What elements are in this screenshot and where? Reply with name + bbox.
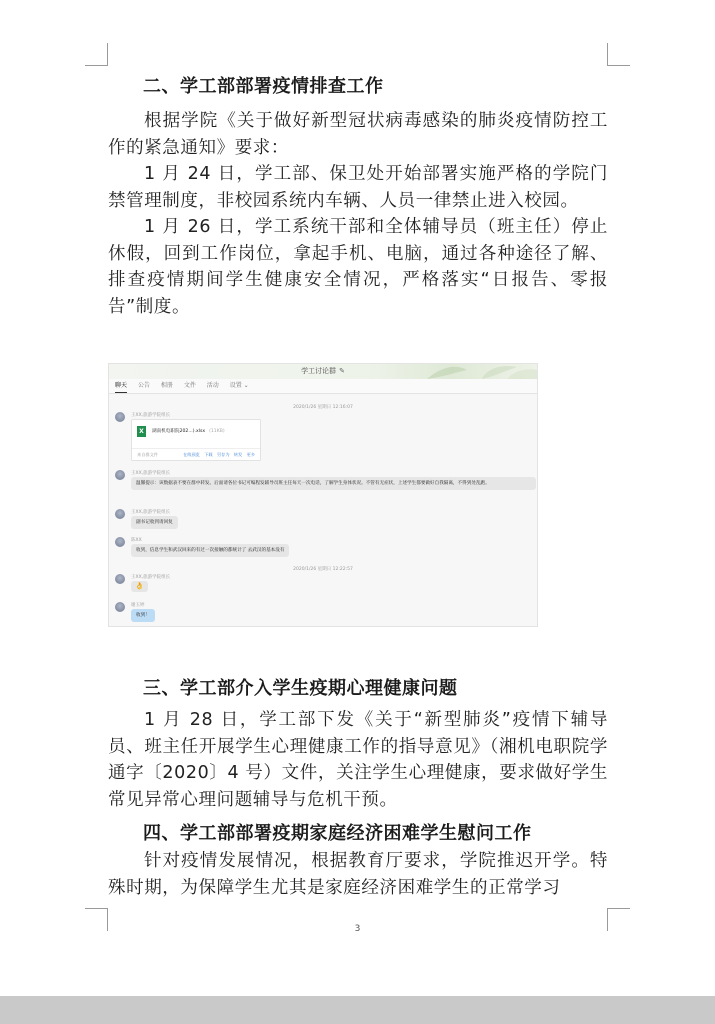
- avatar[interactable]: [115, 470, 125, 480]
- preview-link[interactable]: 在线预览: [183, 452, 200, 457]
- chat-screenshot: [108, 363, 538, 627]
- chat-title: 学工讨论群: [301, 367, 337, 375]
- section3-heading: 三、学工部介入学生疫期心理健康问题: [143, 678, 458, 699]
- tab-activity[interactable]: 活动: [206, 382, 219, 389]
- page-number: 3: [354, 924, 361, 934]
- excel-file-icon: X: [137, 426, 146, 437]
- section4-heading: 四、学工部部署疫期家庭经济困难学生慰问工作: [143, 823, 532, 844]
- chat-tabs: [109, 379, 537, 394]
- chat-timestamp: 2020/1/26 星期日 12:22:57: [293, 567, 353, 572]
- section2-heading: 二、学工部部署疫情排查工作: [143, 76, 384, 97]
- leaf-decoration-icon: [387, 364, 537, 379]
- section2-paragraph-3: 1 月 26 日，学工系统干部和全体辅导员（班主任）停止休假，回到工作岗位，拿起手机、电脑，通过各种途径了解、排查疫情期间学生健康安全情况，严格落实“日报告、零报告”制度。: [108, 217, 608, 317]
- viewer-bottom-bar: [0, 996, 715, 1024]
- file-footer: [132, 448, 260, 460]
- tab-chat[interactable]: 聊天: [115, 382, 127, 393]
- section4-paragraph-1: 针对疫情发展情况，根据教育厅要求，学院推迟开学。特殊时期，为保障学生尤其是家庭经济困难学生的正常学习: [108, 851, 608, 898]
- tab-files[interactable]: 文件: [183, 382, 196, 389]
- more-link[interactable]: 更多: [246, 452, 255, 457]
- section3-paragraph-1: 1 月 28 日，学工部下发《关于“新型肺炎”疫情下辅导员、班主任开展学生心理健康工作的指导意见》（湘机电职院学通字〔2020〕4 号）文件，关注学生心理健康，要求做好学生常见异常心理问题辅导与危机干预。: [108, 710, 608, 810]
- section2-paragraph-1: 根据学院《关于做好新型冠状病毒感染的肺炎疫情防控工作的紧急通知》要求：: [108, 111, 608, 158]
- avatar[interactable]: [115, 574, 125, 584]
- edit-icon[interactable]: ✎: [339, 367, 345, 375]
- forward-link[interactable]: 转发: [233, 452, 243, 457]
- crop-mark-top-right: [607, 43, 630, 66]
- sender-name: 王XX,旅游学院组长: [131, 471, 171, 476]
- message-bubble: 温馨提示：该数据表不要在群中转发。后面请各位书记可编程发辅导员班主任每天一次电话，了解学生身体状况。不管有无症状，上述学生都要做好自我隔离，不得到处乱跑。: [131, 477, 536, 490]
- chat-timestamp: 2020/1/26 星期日 12:16:07: [293, 405, 353, 410]
- crop-mark-top-left: [85, 43, 108, 66]
- avatar[interactable]: [115, 537, 125, 547]
- tab-announcement[interactable]: 公告: [137, 382, 150, 389]
- file-source-label: 来自群文件: [137, 452, 158, 457]
- sender-name: 谢玉婷: [131, 603, 145, 608]
- file-card[interactable]: [131, 419, 261, 461]
- tab-settings[interactable]: 设置 ⌄: [229, 382, 249, 389]
- avatar[interactable]: [115, 602, 125, 612]
- message-bubble: 收到！: [131, 609, 155, 622]
- save-as-link[interactable]: 另存为: [216, 452, 230, 457]
- avatar[interactable]: [115, 509, 125, 519]
- file-name: 湖南机电职院202...).xlsx: [152, 429, 206, 434]
- chat-title-bar: [109, 364, 537, 379]
- ok-hand-emoji: 👌: [131, 581, 148, 592]
- file-size: (11KB): [209, 429, 225, 434]
- sender-name: 陈XX: [131, 538, 142, 543]
- section2-paragraph-2: 1 月 24 日，学工部、保卫处开始部署实施严格的学院门禁管理制度，非校园系统内车辆、人员一律禁止进入校园。: [108, 164, 608, 211]
- sender-name: 王XX,旅游学院组长: [131, 413, 171, 418]
- tab-album[interactable]: 相册: [160, 382, 173, 389]
- download-link[interactable]: 下载: [204, 452, 213, 457]
- sender-name: 王XX,旅游学院组长: [131, 575, 171, 580]
- message-bubble: 副书记收到请回复: [131, 516, 178, 529]
- sender-name: 王XX,旅游学院组长: [131, 510, 171, 515]
- avatar[interactable]: [115, 412, 125, 422]
- message-bubble: 收到，信息学生和武汉回来的有过一次接触的都统计了 去武汉的基本没有: [131, 544, 289, 557]
